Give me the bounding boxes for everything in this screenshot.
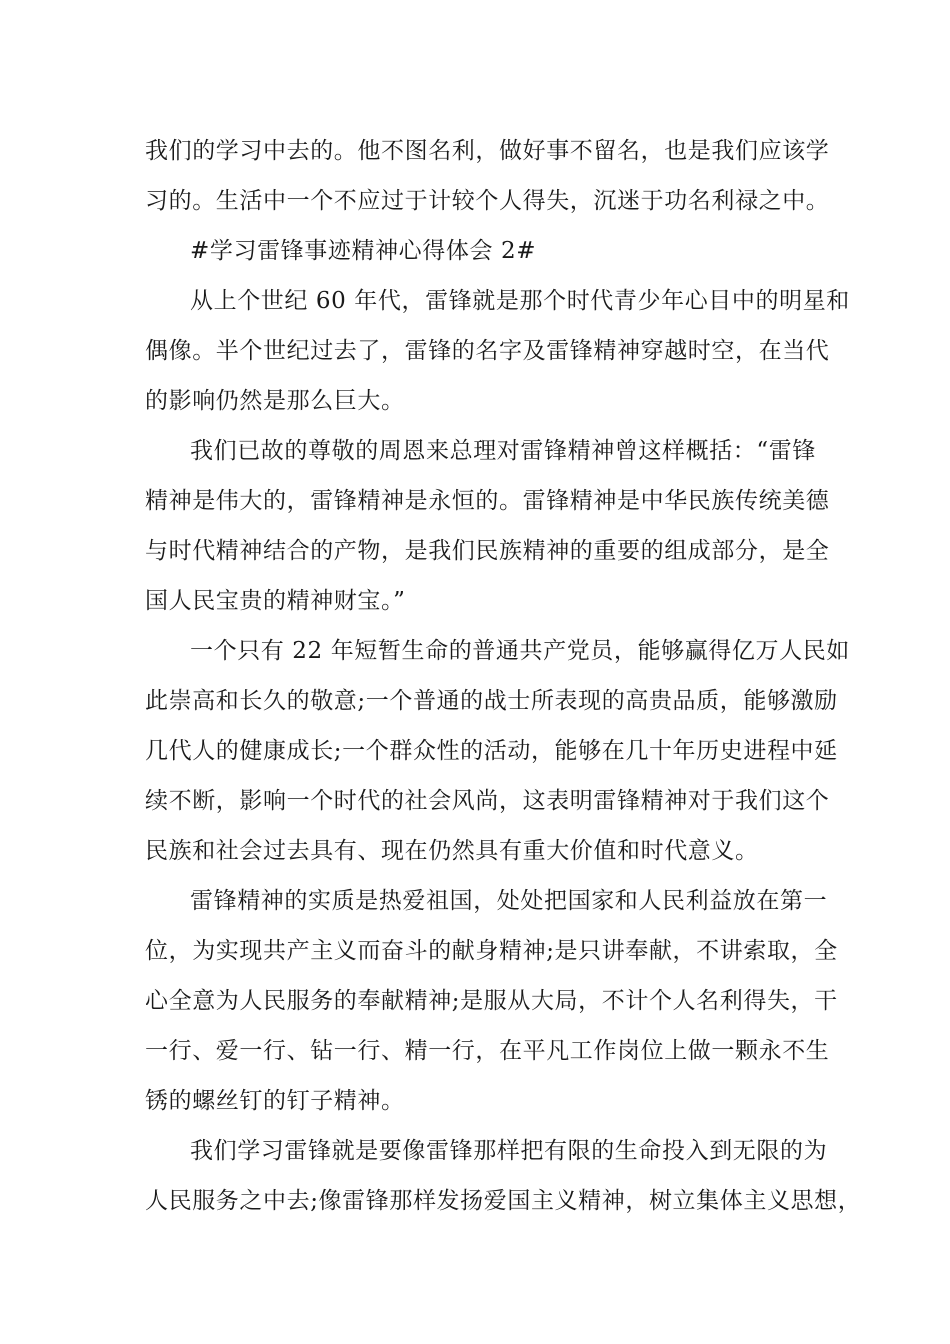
text-line: 习的。生活中一个不应过于计较个人得失，沉迷于功名利禄之中。	[145, 188, 830, 214]
text-line: 与时代精神结合的产物，是我们民族精神的重要的组成部分，是全	[145, 538, 830, 564]
text-line: 我们已故的尊敬的周恩来总理对雷锋精神曾这样概括：“雷锋	[190, 438, 816, 464]
text-line: 此崇高和长久的敬意;一个普通的战士所表现的高贵品质，能够激励	[145, 688, 838, 714]
text-line: 几代人的健康成长;一个群众性的活动，能够在几十年历史进程中延	[145, 738, 838, 764]
text-line: 的影响仍然是那么巨大。	[145, 388, 405, 414]
section-heading: #学习雷锋事迹精神心得体会 2#	[190, 238, 537, 264]
text-line: 精神是伟大的，雷锋精神是永恒的。雷锋精神是中华民族传统美德	[145, 488, 830, 514]
text-line: 民族和社会过去具有、现在仍然具有重大价值和时代意义。	[145, 838, 759, 864]
text-line: 一个只有 22 年短暂生命的普通共产党员，能够赢得亿万人民如	[190, 638, 850, 664]
text-line: 我们的学习中去的。他不图名利，做好事不留名，也是我们应该学	[145, 138, 830, 164]
text-line: 我们学习雷锋就是要像雷锋那样把有限的生命投入到无限的为	[190, 1138, 828, 1164]
text-line: 一行、爱一行、钻一行、精一行，在平凡工作岗位上做一颗永不生	[145, 1038, 830, 1064]
text-line: 锈的螺丝钉的钉子精神。	[145, 1088, 405, 1114]
text-line: 从上个世纪 60 年代，雷锋就是那个时代青少年心目中的明星和	[190, 288, 850, 314]
text-line: 国人民宝贵的精神财宝。”	[145, 588, 406, 614]
text-line: 位，为实现共产主义而奋斗的献身精神;是只讲奉献，不讲索取，全	[145, 938, 838, 964]
text-line: 雷锋精神的实质是热爱祖国，处处把国家和人民利益放在第一	[190, 888, 828, 914]
text-line: 心全意为人民服务的奉献精神;是服从大局，不计个人名利得失，干	[145, 988, 838, 1014]
text-line: 续不断，影响一个时代的社会风尚，这表明雷锋精神对于我们这个	[145, 788, 830, 814]
text-line: 偶像。半个世纪过去了，雷锋的名字及雷锋精神穿越时空，在当代	[145, 338, 830, 364]
text-line: 人民服务之中去;像雷锋那样发扬爱国主义精神，树立集体主义思想，	[145, 1188, 862, 1214]
